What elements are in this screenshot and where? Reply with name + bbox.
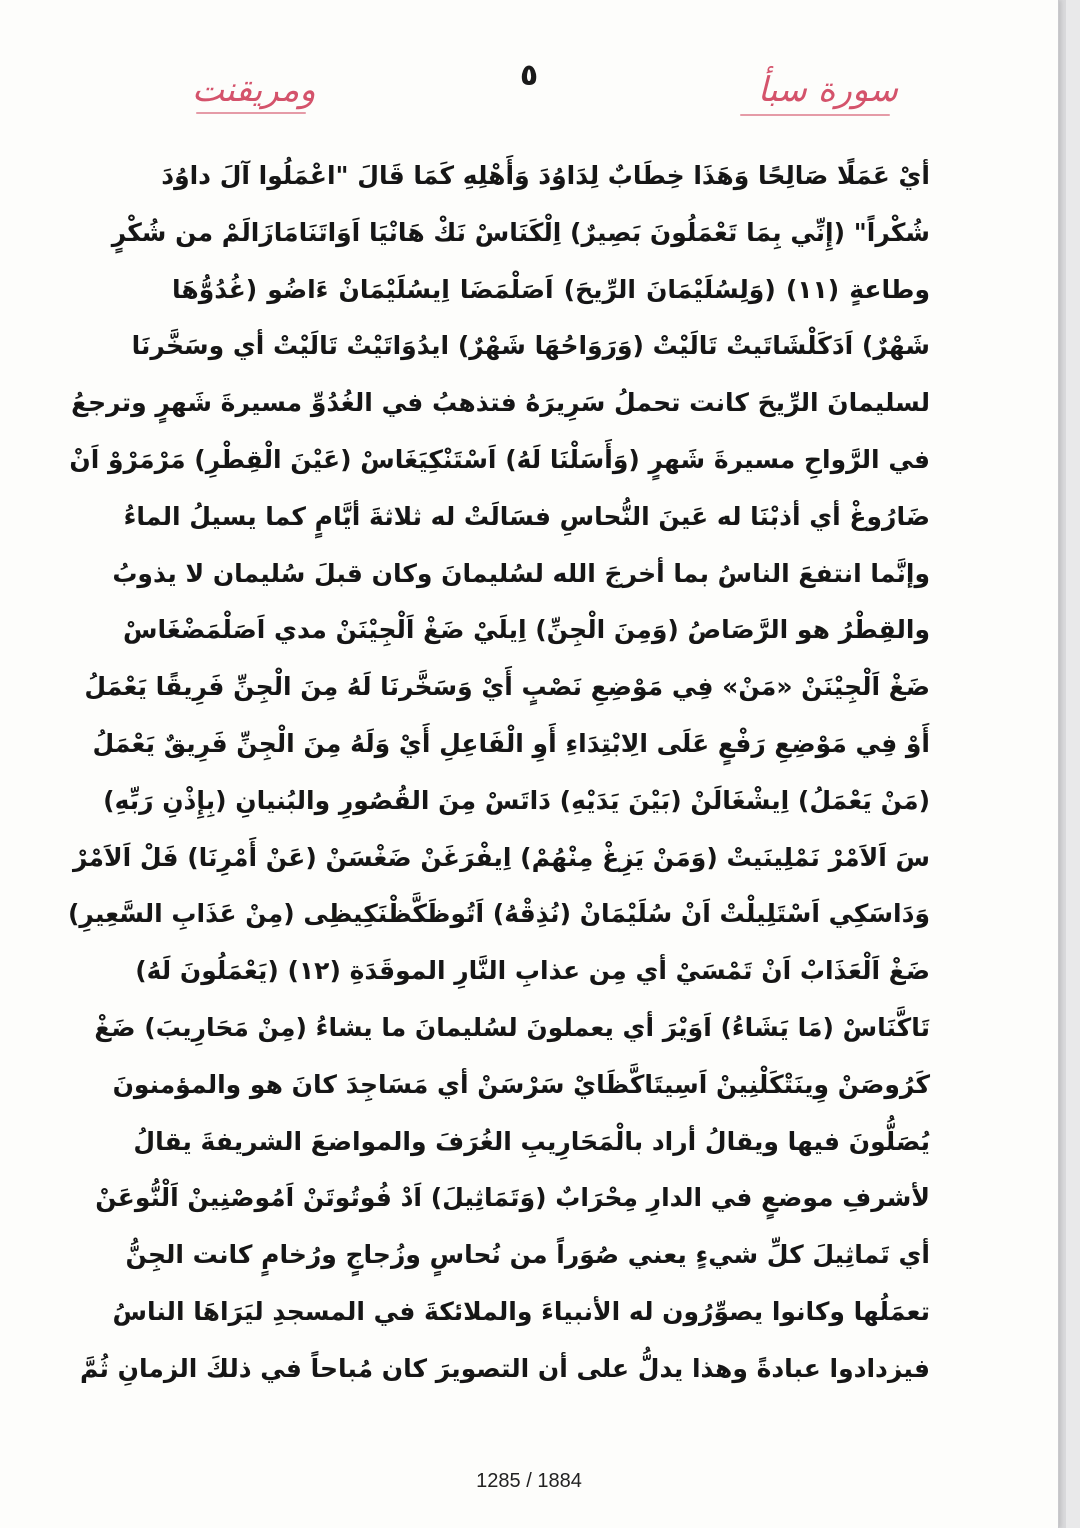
text-line: وطاعةٍ (١١) (وَلِسُلَيْمَانَ الرِّيحَ) اَصَلْمَضَا اِيسُلَيْمَانْ ءَاضُو (غُدُوُّهَا <box>172 274 930 304</box>
text-line: لأشرفِ موضعٍ في الدارِ مِحْرَابٌ (وَتَمَاثِيلَ) اَدْ فُوتُوتَنْ اَمُوصْنِينْ اَلْنُّوعَنْ <box>95 1183 930 1213</box>
text-line: تعمَلُها وكانوا يصوِّرُون له الأنبياءَ والملائكةَ في المسجدِ ليَرَاهَا الناسُ <box>112 1296 930 1326</box>
page-counter: 1285 / 1884 <box>476 1470 582 1492</box>
text-line: كَرُوصَنْ وِينَتْكَلْنِينْ اَسِيتَاكَّظَايْ سَرْسَنْ أي مَسَاجِدَ كانَ هو والمؤمنونَ <box>112 1069 930 1099</box>
text-line: تَاكَّنَاسْ (مَا يَشَاءُ) اَوَيْرَ أي يعملونَ لسُليمانَ ما يشاءُ (مِنْ مَحَارِيبَ) ضَغْ <box>94 1012 930 1042</box>
text-line: في الرَّواحِ مسيرةَ شَهرٍ (وَأَسَلْنَا لَهُ) اَسْتَنْكِيَغَاسْ (عَيْنَ الْقِطْرِ) مَرْمَرْوْ اَنْ <box>69 444 930 474</box>
text-line: أيْ عَمَلًا صَالِحًا وَهَذَا خِطَابٌ لِدَاوُدَ وَأَهْلِهِ كَمَا قَالَ "اعْمَلُوا آلَ داوُدَ <box>161 161 930 190</box>
page-number-top: ٥ <box>519 58 539 93</box>
text-line: وإنَّما انتفعَ الناسُ بما أخرجَ الله لسُليمانَ وكان قبلَ سُليمان لا يذوبُ <box>112 558 930 588</box>
text-line: ضَغْ اَلْعَذَابْ اَنْ تَمْسَيْ أي مِن عذابِ النَّارِ الموقَدَةِ (١٢) (يَعْمَلُونَ لَهُ) <box>135 956 930 986</box>
text-line: وَدَاسَكِي اَسْتَلِيلْتْ اَنْ سُلَيْمَانْ (نُذِقْهُ) اَتُوظَكَّظْنَكِيظِى (مِنْ عَذَابِ السَّعِيرِ) <box>68 899 930 929</box>
body-text <box>68 148 930 1398</box>
text-line: شَهْرٌ) اَدَكَلْشَاتَيتْ تَالَيْتْ (وَرَوَاحُهَا شَهْرٌ) ايدُوَاتَيْتْ تَالَيْتْ أي وسَخَّرنَا <box>131 331 930 361</box>
handwritten-note-surah: سورة سبأ <box>757 70 898 110</box>
text-line: أَوْ فِي مَوْضِعِ رَفْعٍ عَلَى الِابْتِدَاءِ أَوِ الْفَاعِلِ أَيْ وَلَهُ مِنَ الْجِنِّ فَرِيقٌ يَعْمَلُ <box>92 728 930 758</box>
handwritten-underline-left <box>196 112 306 114</box>
text-line: سَ اَلاَمْرْ نَمْلِينَيتْ (وَمَنْ يَزِغْ مِنْهُمْ) اِيفْرَغَنْ ضَغْسَنْ (عَنْ أَمْرِنَا) فَلْ اَلاَمْرْ <box>72 842 930 872</box>
text-line: ضَارُوغْ أي أذبْنَا له عَينَ النُّحاسِ فسَالَتْ له ثلاثةَ أيَّامٍ كما يسيلُ الماءُ <box>123 501 930 531</box>
text-line: شُكْراً" (إِنِّي بِمَا تَعْمَلُونَ بَصِيرٌ) اِلْكَنَاسْ نَكْ هَانْيَا اَوَاتَنَامَازَالَمْ من شُكْرٍ <box>111 217 930 247</box>
text-line: يُصَلُّونَ فيها ويقالُ أراد بالْمَحَارِيبِ الغُرَفَ والمواضعَ الشريفةَ يقالُ <box>133 1126 930 1156</box>
text-line: أي تَماثِيلَ كلِّ شيءٍ يعني صُوَراً من نُحاسٍ وزُجاجٍ ورُخامٍ كانت الجِنُّ <box>125 1240 930 1270</box>
text-line: لسليمانَ الرِّيحَ كانت تحملُ سَرِيرَهُ فتذهبُ في الغُدُوِّ مسيرةَ شَهرٍ وترجعُ <box>71 388 930 418</box>
handwritten-note-left: ومريقنت <box>192 70 316 110</box>
text-line: والقِطْرُ هو الرَّصَاصُ (وَمِنَ الْجِنِّ) اِيلَيْ ضَغْ اَلْجِيْنَنْ مدي اَصَلْمَضْغَاسْ <box>123 615 930 645</box>
text-line: (مَنْ يَعْمَلُ) اِيشْغَالَنْ (بَيْنَ يَدَيْهِ) دَاتَسْ مِنَ القُصُورِ والبُنيانِ (بِإِذْنِ رَبِّهِ) <box>103 785 930 815</box>
text-line: ضَغْ اَلْجِيْنَنْ «مَنْ» فِي مَوْضِعِ نَصْبٍ أَيْ وَسَخَّرنَا لَهُ مِنَ الْجِنِّ فَرِيقًا يَعْمَلُ <box>84 672 930 702</box>
text-line: فيزدادوا عبادةً وهذا يدلُّ على أن التصويرَ كان مُباحاً في ذلكَ الزمانِ ثُمَّ <box>79 1353 930 1383</box>
handwritten-underline-right <box>740 114 890 116</box>
